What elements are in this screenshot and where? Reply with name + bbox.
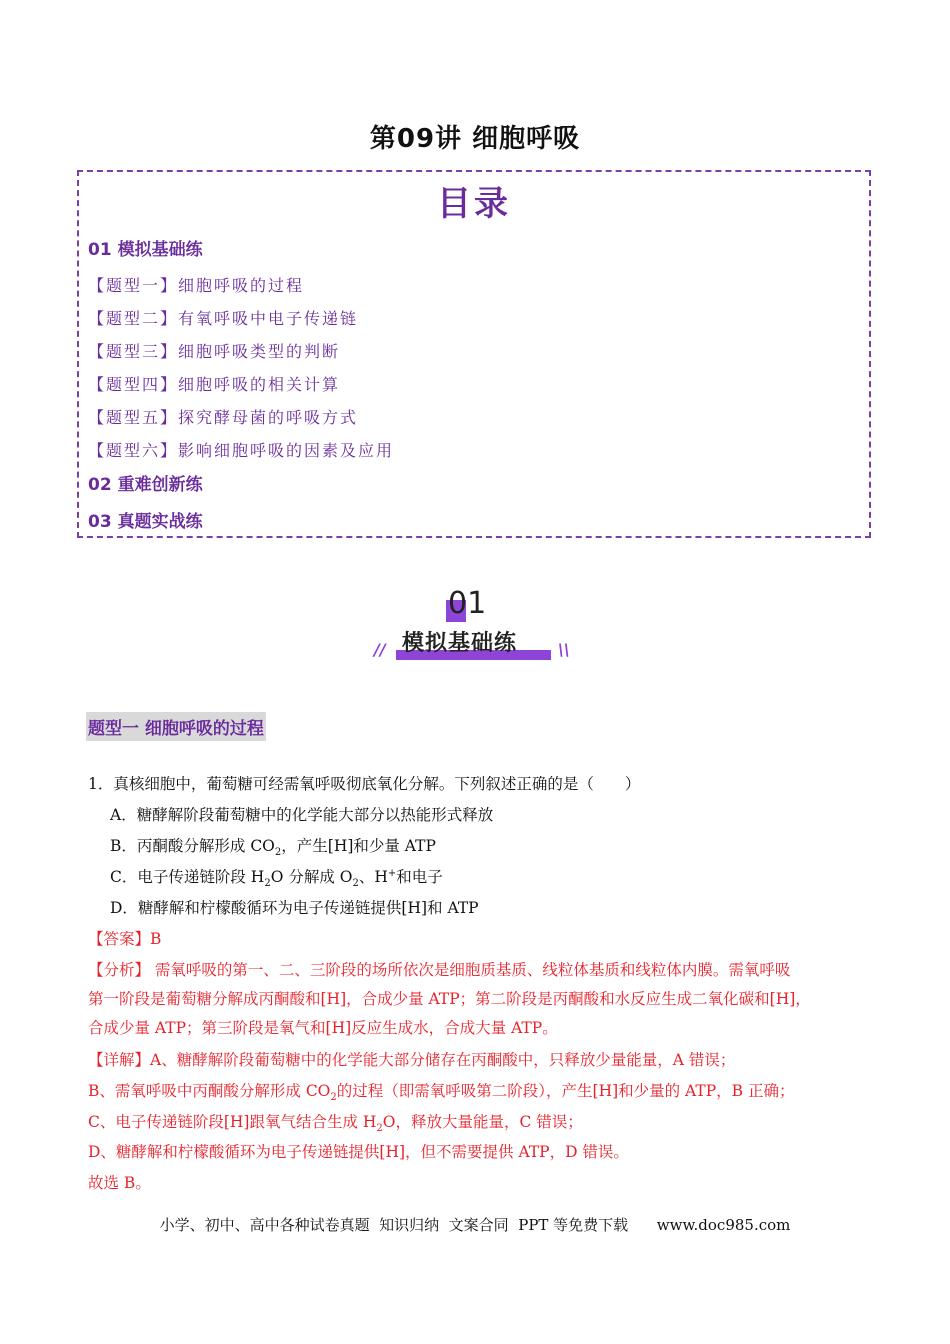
slash-decoration-left: // [374, 640, 386, 659]
section-label: 模拟基础练 [402, 631, 518, 656]
table-of-contents [77, 170, 871, 538]
detail-d: D、糖酵解和柠檬酸循环为电子传递链提供[H]，但不需要提供 ATP，D 错误。 [88, 1143, 629, 1161]
detail-a: 【详解】A、糖酵解阶段葡萄糖中的化学能大部分储存在丙酮酸中，只释放少量能量，A 错误； [88, 1051, 736, 1069]
option-a: A．糖酵解阶段葡萄糖中的化学能大部分以热能形式释放 [110, 806, 494, 824]
detail-b: B、需氧呼吸中丙酮酸分解形成 $CO_2$的过程（即需氧呼吸第二阶段），产生[H]和少量的 ATP，B 正确； [88, 1082, 795, 1104]
toc-item-6[interactable]: 【题型六】影响细胞呼吸的因素及应用 [88, 441, 395, 460]
toc-heading: 目录 [437, 184, 511, 224]
toc-section-2[interactable]: 02 重难创新练 [88, 475, 203, 495]
section-banner [360, 588, 590, 668]
analysis-line-3: 合成少量 ATP；第三阶段是氧气和[H]反应生成水，合成大量 ATP。 [88, 1019, 558, 1037]
page-title: 第09讲 细胞呼吸 [369, 124, 581, 154]
question-type-heading: 题型一 细胞呼吸的过程 [86, 712, 266, 741]
toc-item-5[interactable]: 【题型五】探究酵母菌的呼吸方式 [88, 408, 359, 427]
analysis-line-2: 第一阶段是葡萄糖分解成丙酮酸和[H]，合成少量 ATP；第二阶段是丙酮酸和水反应生成二氧化碳和[H]， [88, 990, 811, 1008]
option-c: C．电子传递链阶段 $H_2O$ 分解成 $O_2$、H+和电子 [110, 867, 443, 890]
detail-conclusion: 故选 B。 [88, 1174, 151, 1192]
toc-section-1[interactable]: 01 模拟基础练 [88, 240, 203, 260]
section-number: 01 [448, 586, 487, 621]
toc-item-4[interactable]: 【题型四】细胞呼吸的相关计算 [88, 375, 341, 394]
toc-item-1[interactable]: 【题型一】细胞呼吸的过程 [88, 276, 305, 295]
slash-decoration-right: \\ [558, 640, 570, 659]
option-b: B．丙酮酸分解形成 $CO_2$，产生[H]和少量 ATP [110, 837, 436, 859]
question-stem: 1．真核细胞中，葡萄糖可经需氧呼吸彻底氧化分解。下列叙述正确的是（ ） [88, 775, 641, 793]
option-d: D．糖酵解和柠檬酸循环为电子传递链提供[H]和 ATP [110, 899, 479, 917]
page-footer: 小学、初中、高中各种试卷真题 知识归纳 文案合同 PPT 等免费下载 www.doc985.com [159, 1216, 791, 1234]
analysis-line-1: 【分析】 需氧呼吸的第一、二、三阶段的场所依次是细胞质基质、线粒体基质和线粒体内膜。需氧呼吸 [88, 961, 791, 979]
toc-item-2[interactable]: 【题型二】有氧呼吸中电子传递链 [88, 309, 359, 328]
answer: 【答案】B [88, 930, 162, 948]
toc-section-3[interactable]: 03 真题实战练 [88, 512, 203, 532]
detail-c: C、电子传递链阶段[H]跟氧气结合生成 $H_2O$，释放大量能量，C 错误； [88, 1113, 583, 1135]
toc-item-3[interactable]: 【题型三】细胞呼吸类型的判断 [88, 342, 341, 361]
